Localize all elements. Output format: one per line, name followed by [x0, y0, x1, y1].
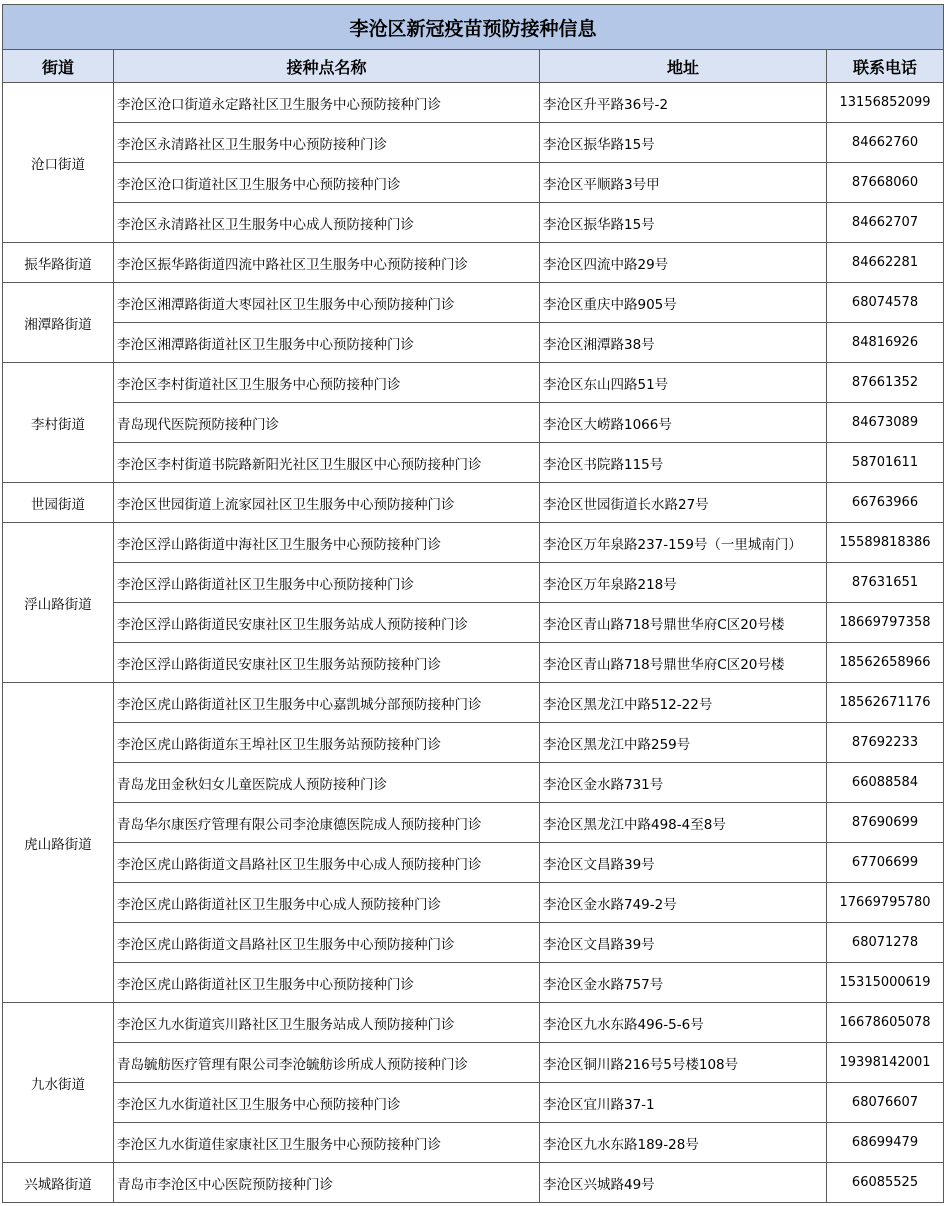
address-cell: 李沧区黑龙江中路498-4至8号 — [540, 803, 827, 843]
street-cell: 世园街道 — [3, 483, 114, 523]
table-row — [3, 603, 944, 643]
address-cell: 李沧区重庆中路905号 — [540, 283, 827, 323]
phone-cell: 17669795780 — [827, 883, 944, 923]
address-cell: 李沧区青山路718号鼎世华府C区20号楼 — [540, 603, 827, 643]
phone-cell: 15315000619 — [827, 963, 944, 1003]
table-body — [3, 83, 944, 1203]
site-name-cell: 青岛毓舫医疗管理有限公司李沧毓舫诊所成人预防接种门诊 — [114, 1043, 540, 1083]
site-name-cell: 李沧区虎山路街道东王埠社区卫生服务站预防接种门诊 — [114, 723, 540, 763]
address-cell: 李沧区东山四路51号 — [540, 363, 827, 403]
site-name-cell: 李沧区永清路社区卫生服务中心成人预防接种门诊 — [114, 203, 540, 243]
site-name-cell: 李沧区浮山路街道民安康社区卫生服务站成人预防接种门诊 — [114, 603, 540, 643]
site-name-cell: 李沧区浮山路街道社区卫生服务中心预防接种门诊 — [114, 563, 540, 603]
phone-cell: 84662707 — [827, 203, 944, 243]
address-cell: 李沧区黑龙江中路512-22号 — [540, 683, 827, 723]
table-row — [3, 163, 944, 203]
phone-cell: 84662760 — [827, 123, 944, 163]
phone-cell: 87668060 — [827, 163, 944, 203]
vaccination-table — [2, 4, 944, 1203]
table-row — [3, 1043, 944, 1083]
address-cell: 李沧区万年泉路218号 — [540, 563, 827, 603]
street-cell: 李村街道 — [3, 363, 114, 483]
phone-cell: 66085525 — [827, 1163, 944, 1203]
phone-cell: 87661352 — [827, 363, 944, 403]
address-cell: 李沧区九水东路496-5-6号 — [540, 1003, 827, 1043]
phone-cell: 67706699 — [827, 843, 944, 883]
street-cell: 兴城路街道 — [3, 1163, 114, 1203]
phone-cell: 68076607 — [827, 1083, 944, 1123]
table-row — [3, 83, 944, 123]
street-cell: 湘潭路街道 — [3, 283, 114, 363]
street-cell: 沧口街道 — [3, 83, 114, 243]
table-row — [3, 483, 944, 523]
table-row — [3, 1123, 944, 1163]
column-header-address: 地址 — [540, 50, 827, 83]
site-name-cell: 李沧区世园街道上流家园社区卫生服务中心预防接种门诊 — [114, 483, 540, 523]
site-name-cell: 李沧区沧口街道永定路社区卫生服务中心预防接种门诊 — [114, 83, 540, 123]
street-cell: 虎山路街道 — [3, 683, 114, 1003]
column-header-street: 街道 — [3, 50, 114, 83]
table-row — [3, 923, 944, 963]
address-cell: 李沧区宜川路37-1 — [540, 1083, 827, 1123]
table-row — [3, 1003, 944, 1043]
address-cell: 李沧区金水路731号 — [540, 763, 827, 803]
phone-cell: 84673089 — [827, 403, 944, 443]
address-cell: 李沧区平顺路3号甲 — [540, 163, 827, 203]
phone-cell: 68699479 — [827, 1123, 944, 1163]
table-title: 李沧区新冠疫苗预防接种信息 — [3, 5, 944, 50]
street-cell: 浮山路街道 — [3, 523, 114, 683]
site-name-cell: 青岛华尔康医疗管理有限公司李沧康德医院成人预防接种门诊 — [114, 803, 540, 843]
address-cell: 李沧区金水路749-2号 — [540, 883, 827, 923]
address-cell: 李沧区兴城路49号 — [540, 1163, 827, 1203]
site-name-cell: 李沧区湘潭路街道社区卫生服务中心预防接种门诊 — [114, 323, 540, 363]
table-row — [3, 323, 944, 363]
site-name-cell: 李沧区李村街道社区卫生服务中心预防接种门诊 — [114, 363, 540, 403]
table-row — [3, 843, 944, 883]
table-row — [3, 203, 944, 243]
table-row — [3, 403, 944, 443]
site-name-cell: 李沧区湘潭路街道大枣园社区卫生服务中心预防接种门诊 — [114, 283, 540, 323]
site-name-cell: 李沧区浮山路街道民安康社区卫生服务站预防接种门诊 — [114, 643, 540, 683]
table-row — [3, 723, 944, 763]
table-row — [3, 883, 944, 923]
header-row — [3, 50, 944, 83]
table-row — [3, 363, 944, 403]
phone-cell: 18562658966 — [827, 643, 944, 683]
table-row — [3, 443, 944, 483]
address-cell: 李沧区金水路757号 — [540, 963, 827, 1003]
table-row — [3, 643, 944, 683]
phone-cell: 15589818386 — [827, 523, 944, 563]
site-name-cell: 李沧区九水街道社区卫生服务中心预防接种门诊 — [114, 1083, 540, 1123]
address-cell: 李沧区书院路115号 — [540, 443, 827, 483]
phone-cell: 13156852099 — [827, 83, 944, 123]
table-row — [3, 563, 944, 603]
column-header-site-name: 接种点名称 — [114, 50, 540, 83]
address-cell: 李沧区文昌路39号 — [540, 923, 827, 963]
site-name-cell: 李沧区浮山路街道中海社区卫生服务中心预防接种门诊 — [114, 523, 540, 563]
address-cell: 李沧区世园街道长水路27号 — [540, 483, 827, 523]
table-row — [3, 963, 944, 1003]
phone-cell: 66088584 — [827, 763, 944, 803]
table-row — [3, 1163, 944, 1203]
site-name-cell: 李沧区九水街道宾川路社区卫生服务站成人预防接种门诊 — [114, 1003, 540, 1043]
site-name-cell: 李沧区九水街道佳家康社区卫生服务中心预防接种门诊 — [114, 1123, 540, 1163]
column-header-phone: 联系电话 — [827, 50, 944, 83]
site-name-cell: 李沧区虎山路街道社区卫生服务中心嘉凯城分部预防接种门诊 — [114, 683, 540, 723]
site-name-cell: 李沧区永清路社区卫生服务中心预防接种门诊 — [114, 123, 540, 163]
address-cell: 李沧区青山路718号鼎世华府C区20号楼 — [540, 643, 827, 683]
phone-cell: 68071278 — [827, 923, 944, 963]
address-cell: 李沧区铜川路216号5号楼108号 — [540, 1043, 827, 1083]
table-row — [3, 1083, 944, 1123]
phone-cell: 84662281 — [827, 243, 944, 283]
phone-cell: 18562671176 — [827, 683, 944, 723]
table-row — [3, 523, 944, 563]
phone-cell: 18669797358 — [827, 603, 944, 643]
table-row — [3, 683, 944, 723]
site-name-cell: 李沧区虎山路街道文昌路社区卫生服务中心预防接种门诊 — [114, 923, 540, 963]
phone-cell: 58701611 — [827, 443, 944, 483]
address-cell: 李沧区升平路36号-2 — [540, 83, 827, 123]
table-row — [3, 283, 944, 323]
address-cell: 李沧区九水东路189-28号 — [540, 1123, 827, 1163]
site-name-cell: 李沧区振华路街道四流中路社区卫生服务中心预防接种门诊 — [114, 243, 540, 283]
site-name-cell: 李沧区虎山路街道社区卫生服务中心预防接种门诊 — [114, 963, 540, 1003]
table-row — [3, 803, 944, 843]
table-row — [3, 243, 944, 283]
address-cell: 李沧区振华路15号 — [540, 203, 827, 243]
phone-cell: 19398142001 — [827, 1043, 944, 1083]
site-name-cell: 李沧区沧口街道社区卫生服务中心预防接种门诊 — [114, 163, 540, 203]
phone-cell: 84816926 — [827, 323, 944, 363]
site-name-cell: 李沧区虎山路街道社区卫生服务中心成人预防接种门诊 — [114, 883, 540, 923]
table-row — [3, 123, 944, 163]
street-cell: 振华路街道 — [3, 243, 114, 283]
site-name-cell: 李沧区李村街道书院路新阳光社区卫生服区中心预防接种门诊 — [114, 443, 540, 483]
phone-cell: 87690699 — [827, 803, 944, 843]
site-name-cell: 青岛现代医院预防接种门诊 — [114, 403, 540, 443]
address-cell: 李沧区振华路15号 — [540, 123, 827, 163]
address-cell: 李沧区四流中路29号 — [540, 243, 827, 283]
street-cell: 九水街道 — [3, 1003, 114, 1163]
address-cell: 李沧区湘潭路38号 — [540, 323, 827, 363]
site-name-cell: 青岛龙田金秋妇女儿童医院成人预防接种门诊 — [114, 763, 540, 803]
address-cell: 李沧区文昌路39号 — [540, 843, 827, 883]
phone-cell: 87631651 — [827, 563, 944, 603]
site-name-cell: 李沧区虎山路街道文昌路社区卫生服务中心成人预防接种门诊 — [114, 843, 540, 883]
address-cell: 李沧区万年泉路237-159号（一里城南门） — [540, 523, 827, 563]
table-row — [3, 763, 944, 803]
address-cell: 李沧区黑龙江中路259号 — [540, 723, 827, 763]
address-cell: 李沧区大崂路1066号 — [540, 403, 827, 443]
phone-cell: 66763966 — [827, 483, 944, 523]
phone-cell: 68074578 — [827, 283, 944, 323]
phone-cell: 87692233 — [827, 723, 944, 763]
phone-cell: 16678605078 — [827, 1003, 944, 1043]
site-name-cell: 青岛市李沧区中心医院预防接种门诊 — [114, 1163, 540, 1203]
